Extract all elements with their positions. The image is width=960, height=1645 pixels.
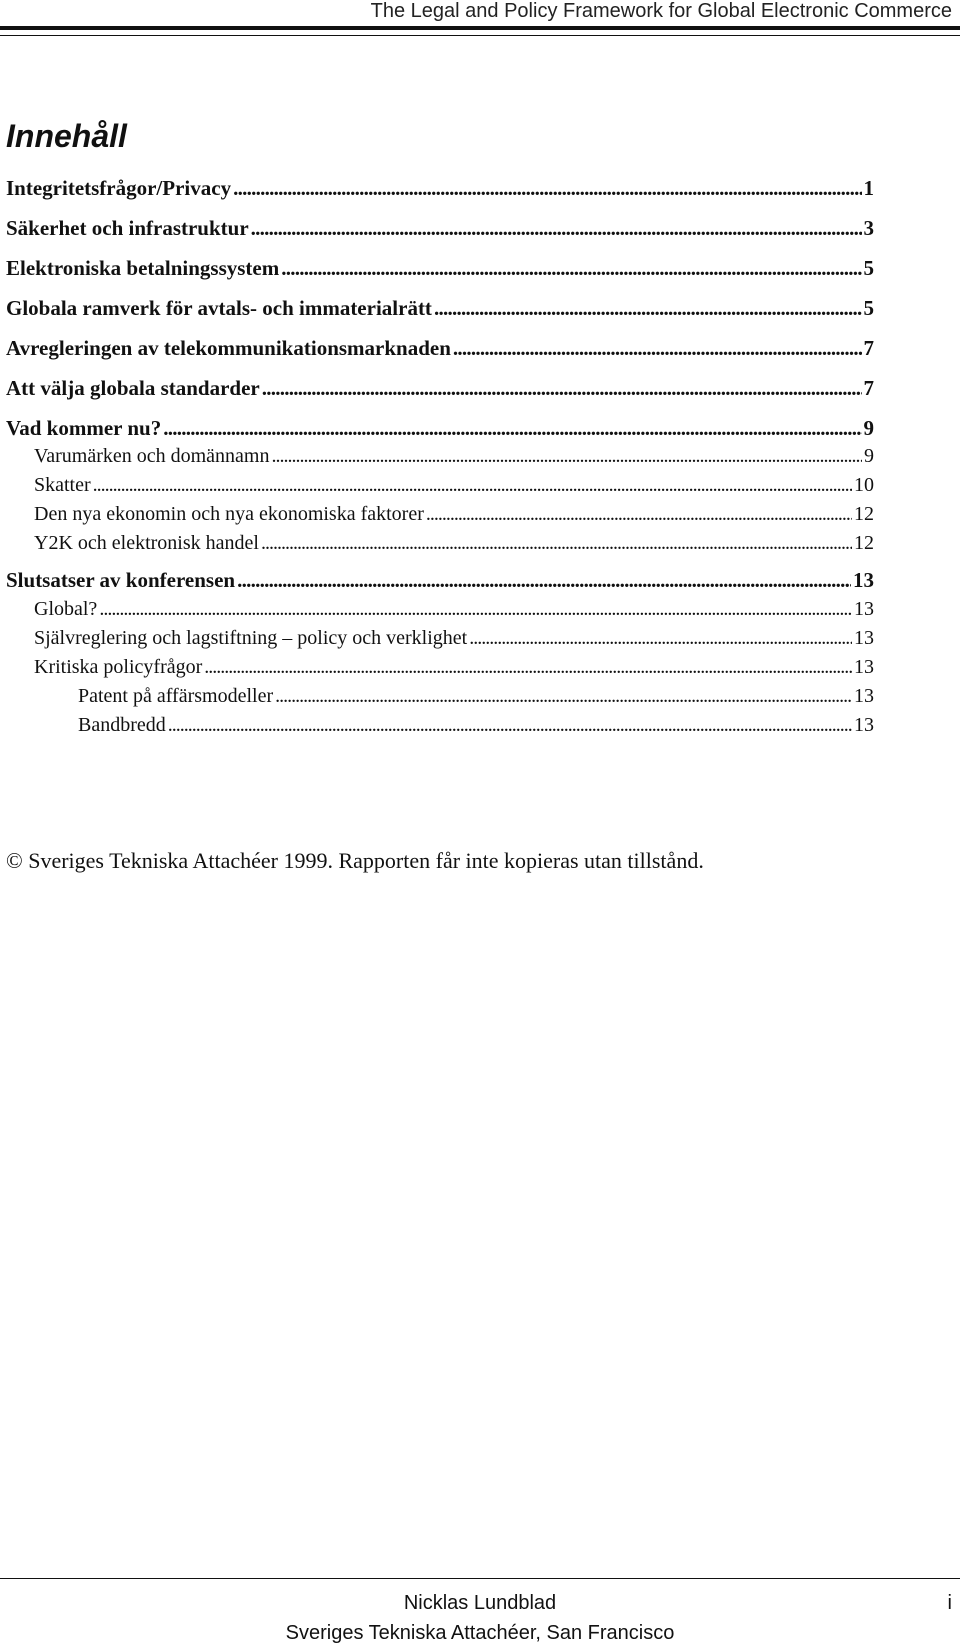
footer-organization: Sveriges Tekniska Attachéer, San Francisco [285, 1622, 675, 1644]
toc-entry[interactable] [34, 598, 874, 621]
toc-entry-label: Självreglering och lagstiftning – policy och verklighet [34, 627, 468, 649]
toc-dot-leader [262, 376, 862, 401]
toc-entry[interactable] [6, 176, 874, 201]
toc-dot-leader [469, 627, 852, 650]
toc-heading: Innehåll [6, 118, 127, 154]
toc-entry-label: Y2K och elektronisk handel [34, 532, 259, 554]
toc-entry-page: 7 [863, 336, 874, 360]
toc-dot-leader [275, 685, 852, 708]
toc-dot-leader [426, 503, 852, 526]
toc-entry[interactable] [34, 656, 874, 679]
toc-entry-page: 13 [854, 685, 874, 707]
toc-entry-page: 3 [863, 216, 874, 240]
running-header: The Legal and Policy Framework for Global Electronic Commerce [370, 0, 952, 22]
toc-dot-leader [204, 656, 852, 679]
toc-entry-page: 10 [854, 474, 874, 496]
toc-entry-label: Vad kommer nu? [6, 416, 162, 440]
toc-entry-label: Patent på affärsmodeller [78, 685, 274, 707]
toc-dot-leader [434, 296, 862, 321]
toc-entry-label: Global? [34, 598, 98, 620]
footer-author: Nicklas Lundblad [403, 1592, 557, 1614]
toc-dot-leader [271, 445, 862, 468]
toc-entry-page: 1 [863, 176, 874, 200]
toc-entry[interactable] [6, 216, 874, 241]
toc-entry-page: 13 [854, 656, 874, 678]
footer-page-number: i [947, 1592, 952, 1614]
toc-dot-leader [281, 256, 861, 281]
toc-entry[interactable] [78, 685, 874, 708]
toc-entry[interactable] [6, 296, 874, 321]
footer-rule [0, 1578, 960, 1579]
toc-entry-page: 12 [854, 503, 874, 525]
header-rule-thick [0, 26, 960, 30]
toc-entry-page: 13 [853, 568, 874, 592]
toc-entry[interactable] [6, 256, 874, 281]
copyright-notice: © Sveriges Tekniska Attachéer 1999. Rapporten får inte kopieras utan tillstånd. [6, 848, 704, 873]
toc-entry-label: Säkerhet och infrastruktur [6, 216, 249, 240]
toc-entry[interactable] [34, 445, 874, 468]
header-rule-thin [0, 35, 960, 36]
toc-entry-label: Elektroniska betalningssystem [6, 256, 280, 280]
toc-dot-leader [233, 176, 861, 201]
toc-entry[interactable] [6, 568, 874, 593]
toc-entry[interactable] [6, 416, 874, 441]
toc-dot-leader [261, 532, 852, 555]
toc-entry[interactable] [34, 503, 874, 526]
toc-entry-label: Kritiska policyfrågor [34, 656, 203, 678]
toc-entry-label: Avregleringen av telekommunikationsmarknaden [6, 336, 451, 360]
toc-entry-label: Varumärken och domännamn [34, 445, 270, 467]
toc-dot-leader [93, 474, 852, 497]
toc-dot-leader [251, 216, 862, 241]
toc-entry-page: 13 [854, 627, 874, 649]
toc-entry[interactable] [34, 532, 874, 555]
toc-entry-page: 5 [863, 256, 874, 280]
toc-entry-page: 13 [854, 598, 874, 620]
toc-entry[interactable] [34, 627, 874, 650]
toc-entry-page: 13 [854, 714, 874, 736]
toc-entry-page: 5 [863, 296, 874, 320]
toc-entry[interactable] [6, 376, 874, 401]
toc-entry-label: Skatter [34, 474, 91, 496]
toc-entry-label: Den nya ekonomin och nya ekonomiska faktorer [34, 503, 424, 525]
toc-entry-label: Att välja globala standarder [6, 376, 260, 400]
toc-entry-label: Slutsatser av konferensen [6, 568, 236, 592]
toc-dot-leader [99, 598, 852, 621]
toc-dot-leader [237, 568, 851, 593]
toc-dot-leader [163, 416, 861, 441]
toc-entry[interactable] [34, 474, 874, 497]
toc-entry-page: 12 [854, 532, 874, 554]
toc-entry-label: Integritetsfrågor/Privacy [6, 176, 232, 200]
toc-entry[interactable] [78, 714, 874, 737]
toc-entry[interactable] [6, 336, 874, 361]
toc-dot-leader [453, 336, 862, 361]
toc-entry-page: 7 [863, 376, 874, 400]
toc-entry-page: 9 [864, 445, 874, 467]
toc-entry-label: Bandbredd [78, 714, 166, 736]
toc-entry-page: 9 [863, 416, 874, 440]
toc-dot-leader [168, 714, 852, 737]
toc-entry-label: Globala ramverk för avtals- och immaterialrätt [6, 296, 432, 320]
